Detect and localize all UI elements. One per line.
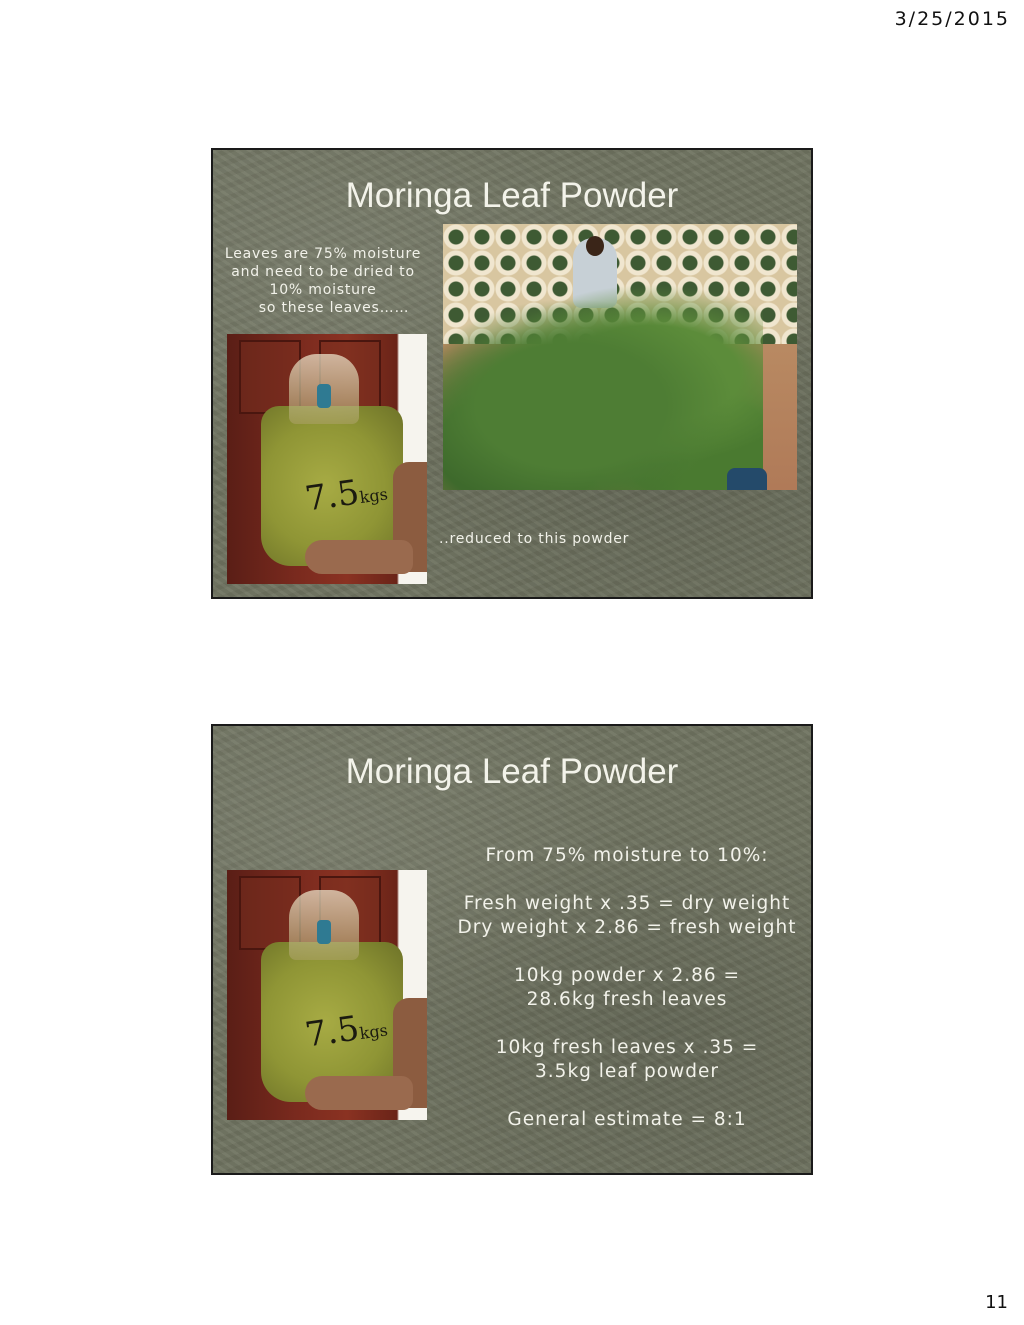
bag-weight-value: 7.5 — [302, 472, 362, 520]
caption-line: 10% moisture — [269, 282, 377, 298]
slide-1 — [211, 148, 813, 599]
slide-2 — [211, 724, 813, 1175]
text-line: General estimate = 8:1 — [507, 1109, 747, 1130]
person-head — [586, 236, 604, 256]
hand — [305, 1076, 413, 1110]
powder-caption: ..reduced to this powder — [439, 531, 630, 547]
moisture-caption — [219, 245, 427, 317]
leaves-drying-photo — [443, 224, 797, 490]
text-line-blank — [451, 1012, 803, 1036]
leaf-pile — [443, 280, 763, 490]
caption-line: Leaves are 75% moisture — [224, 246, 422, 262]
bag-tie — [317, 920, 331, 944]
slide-title: Moringa Leaf Powder — [345, 176, 679, 215]
caption-line: so these leaves…… — [258, 300, 410, 316]
bag-weight-unit: kgs — [358, 1020, 389, 1044]
caption-line: and need to be dried to — [231, 264, 415, 280]
text-line: From 75% moisture to 10%: — [485, 845, 769, 866]
text-line: 10kg fresh leaves x .35 = — [495, 1037, 759, 1058]
text-line: 3.5kg leaf powder — [535, 1061, 719, 1082]
text-line: 10kg powder x 2.86 = — [513, 965, 741, 986]
conversion-text — [451, 844, 803, 1132]
page-date: 3/25/2015 — [894, 8, 1010, 30]
text-line: Dry weight x 2.86 = fresh weight — [457, 917, 797, 938]
text-line-blank — [451, 868, 803, 892]
page-number: 11 — [985, 1292, 1008, 1313]
text-line-blank — [451, 1084, 803, 1108]
bag-weight-unit: kgs — [358, 484, 389, 508]
text-line-blank — [451, 940, 803, 964]
powder-bag-photo — [227, 870, 427, 1120]
hand — [305, 540, 413, 574]
bucket — [727, 468, 767, 490]
slide-title: Moringa Leaf Powder — [345, 752, 679, 791]
text-line: Fresh weight x .35 = dry weight — [463, 893, 791, 914]
bag-tie — [317, 384, 331, 408]
bag-weight-value: 7.5 — [302, 1008, 362, 1056]
text-line: 28.6kg fresh leaves — [526, 989, 728, 1010]
powder-bag-photo — [227, 334, 427, 584]
